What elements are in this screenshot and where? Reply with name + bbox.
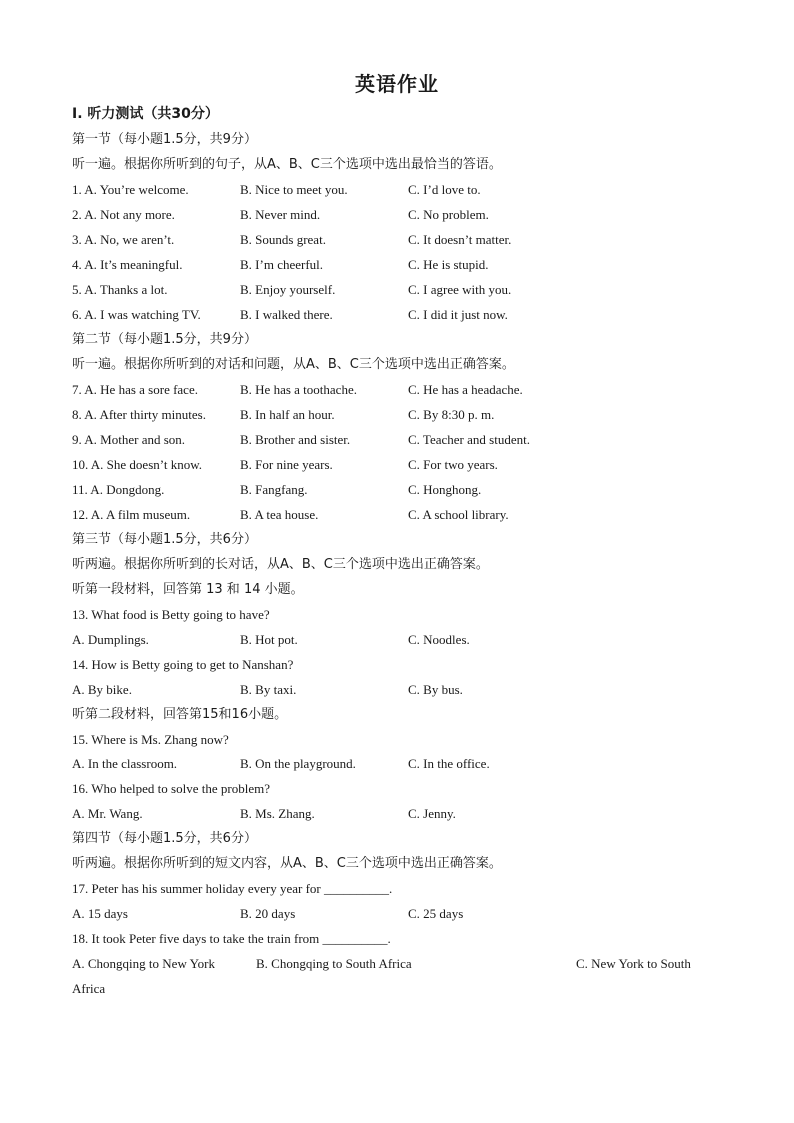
option-b: B. Ms. Zhang.	[240, 806, 315, 821]
section2-instruction: 听一遍。根据你所听到的对话和问题，从A、B、C三个选项中选出正确答案。	[72, 357, 515, 372]
option-b: B. Brother and sister.	[240, 432, 351, 447]
option-a: A. In the classroom.	[72, 756, 178, 771]
option-c: C. I agree with you.	[408, 282, 512, 297]
section2-label: 第二节（每小题1.5分，共9分）	[72, 332, 257, 347]
option-b: B. For nine years.	[240, 457, 333, 472]
section4-label: 第四节（每小题1.5分，共6分）	[72, 831, 257, 846]
option-a: 1. A. You’re welcome.	[72, 182, 189, 197]
option-a: 4. A. It’s meaningful.	[72, 257, 183, 272]
section1-label: 第一节（每小题1.5分，共9分）	[72, 132, 257, 147]
option-a: 7. A. He has a sore face.	[72, 382, 198, 397]
option-a: 11. A. Dongdong.	[72, 482, 165, 497]
option-a: A. Dumplings.	[72, 632, 149, 647]
option-c: C. He has a headache.	[408, 382, 523, 397]
option-b: B. Nice to meet you.	[240, 182, 348, 197]
option-b: B. Fangfang.	[240, 482, 308, 497]
option-b: B. He has a toothache.	[240, 382, 357, 397]
option-a: 8. A. After thirty minutes.	[72, 407, 206, 422]
material-2-note: 听第二段材料，回答第15和16小题。	[72, 707, 288, 722]
option-c: C. A school library.	[408, 507, 509, 522]
option-c: C. He is stupid.	[408, 257, 489, 272]
page-title: 英语作业	[355, 72, 439, 96]
section3-instruction: 听两遍。根据你所听到的长对话，从A、B、C三个选项中选出正确答案。	[72, 557, 489, 572]
option-c: C. By bus.	[408, 682, 463, 697]
option-a: 12. A. A film museum.	[72, 507, 191, 522]
option-c: C. Honghong.	[408, 482, 482, 497]
option-c: C. By 8:30 p. m.	[408, 407, 495, 422]
question-13-text: 13. What food is Betty going to have?	[72, 607, 270, 622]
option-a: A. Mr. Wang.	[72, 806, 143, 821]
option-b: B. Enjoy yourself.	[240, 282, 336, 297]
option-b: B. In half an hour.	[240, 407, 335, 422]
option-b: B. Never mind.	[240, 207, 321, 222]
section1-instruction: 听一遍。根据你所听到的句子，从A、B、C三个选项中选出最恰当的答语。	[72, 157, 502, 172]
option-b: B. On the playground.	[240, 756, 356, 771]
option-a: 10. A. She doesn’t know.	[72, 457, 202, 472]
option-c-continuation: Africa	[72, 981, 106, 996]
question-14-text: 14. How is Betty going to get to Nanshan?	[72, 657, 294, 672]
section4-instruction: 听两遍。根据你所听到的短文内容，从A、B、C三个选项中选出正确答案。	[72, 856, 502, 871]
option-c: C. In the office.	[408, 756, 490, 771]
option-c: C. New York to South	[576, 956, 691, 971]
option-b: B. Sounds great.	[240, 232, 326, 247]
option-a: 6. A. I was watching TV.	[72, 307, 201, 322]
section3-label: 第三节（每小题1.5分，共6分）	[72, 532, 257, 547]
material-1-note: 听第一段材料，回答第 13 和 14 小题。	[72, 582, 304, 597]
option-b: B. 20 days	[240, 906, 296, 921]
option-a: 2. A. Not any more.	[72, 207, 175, 222]
option-b: B. A tea house.	[240, 507, 319, 522]
option-a: 5. A. Thanks a lot.	[72, 282, 168, 297]
option-c: C. Noodles.	[408, 632, 470, 647]
option-b: B. I walked there.	[240, 307, 333, 322]
option-c: C. Teacher and student.	[408, 432, 530, 447]
option-b: B. Chongqing to South Africa	[256, 956, 412, 971]
option-c: C. 25 days	[408, 906, 464, 921]
part-heading: Ⅰ. 听力测试（共30分）	[72, 106, 219, 122]
option-c: C. I did it just now.	[408, 307, 508, 322]
option-a: A. By bike.	[72, 682, 132, 697]
option-a: A. 15 days	[72, 906, 128, 921]
option-c: C. For two years.	[408, 457, 498, 472]
question-18-text: 18. It took Peter five days to take the train from __________.	[72, 931, 391, 946]
option-a: 3. A. No, we aren’t.	[72, 232, 175, 247]
option-a: A. Chongqing to New York	[72, 956, 216, 971]
option-a: 9. A. Mother and son.	[72, 432, 186, 447]
option-c: C. Jenny.	[408, 806, 456, 821]
option-b: B. By taxi.	[240, 682, 297, 697]
option-b: B. Hot pot.	[240, 632, 298, 647]
option-c: C. It doesn’t matter.	[408, 232, 512, 247]
option-b: B. I’m cheerful.	[240, 257, 324, 272]
option-c: C. I’d love to.	[408, 182, 481, 197]
question-16-text: 16. Who helped to solve the problem?	[72, 781, 270, 796]
option-c: C. No problem.	[408, 207, 489, 222]
question-17-text: 17. Peter has his summer holiday every year for __________.	[72, 881, 393, 896]
question-15-text: 15. Where is Ms. Zhang now?	[72, 732, 229, 747]
